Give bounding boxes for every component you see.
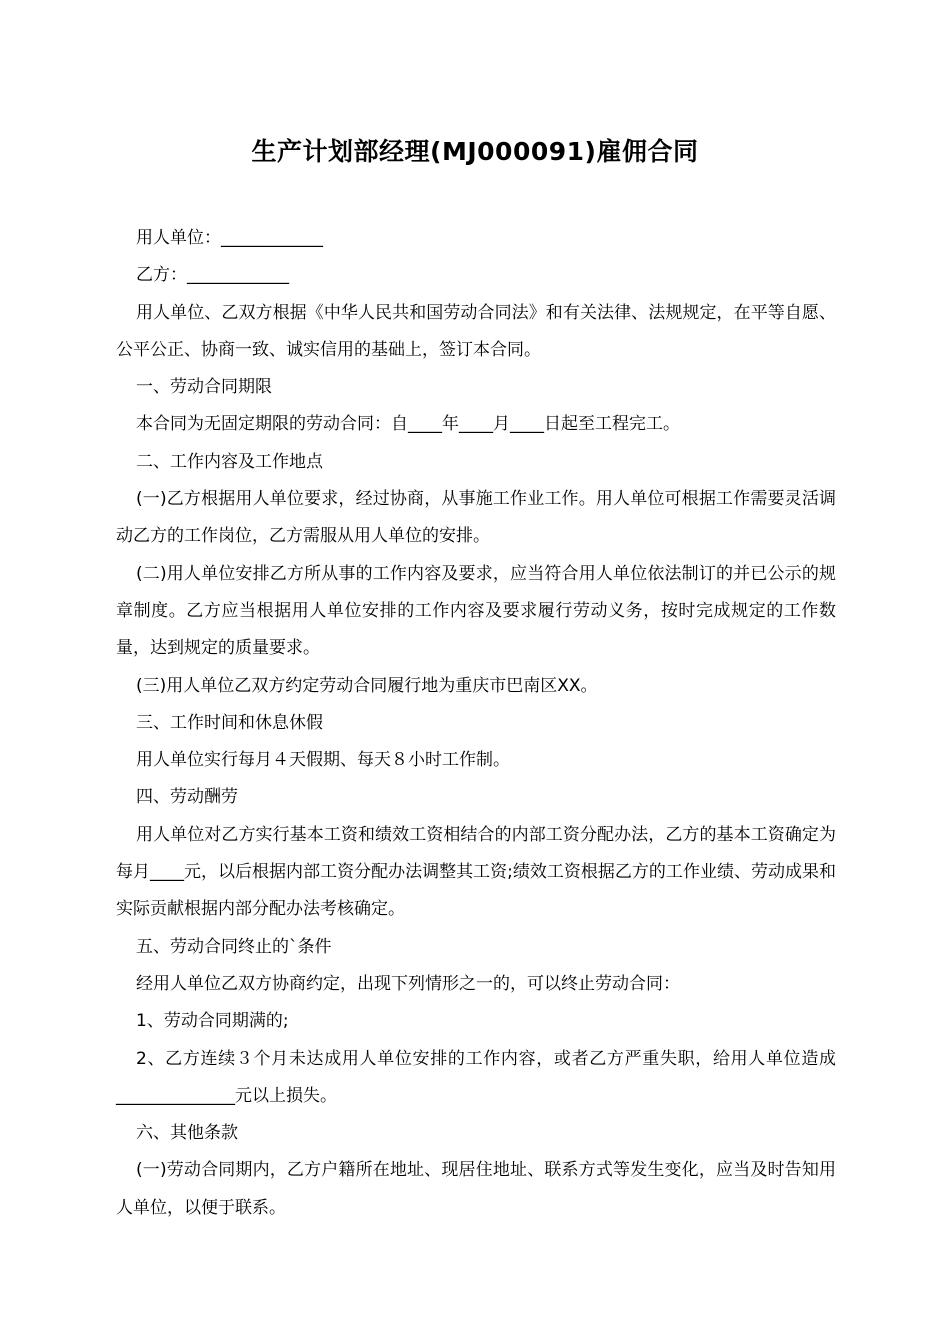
paragraph-work-content-1: (一)乙方根据用人单位要求，经过协商，从事施工作业工作。用人单位可根据工作需要灵活调动乙方的工作岗位，乙方需服从用人单位的安排。 [116,489,836,547]
paragraph-termination-item-2: 2、乙方连续３个月未达成用人单位安排的工作内容，或者乙方严重失职，给用人单位造成______________元以上损失。 [116,1048,836,1106]
heading-section-5: 五、劳动合同终止的`条件 [136,936,332,957]
heading-section-6: 六、其他条款 [136,1123,238,1144]
paragraph-other-terms-1: (一)劳动合同期内，乙方户籍所在地址、现居住地址、联系方式等发生变化，应当及时告知用人单位，以便于联系。 [116,1160,836,1218]
heading-section-3: 三、工作时间和休息休假 [136,712,323,733]
document-body [116,220,836,1227]
paragraph-termination-item-1: 1、劳动合同期满的; [136,1011,289,1032]
heading-section-4: 四、劳动酬劳 [136,787,238,808]
heading-section-1: 一、劳动合同期限 [136,377,272,398]
paragraph-work-location: (三)用人单位乙双方约定劳动合同履行地为重庆市巴南区XX。 [136,675,598,696]
paragraph-contract-term: 本合同为无固定期限的劳动合同：自____年____月____日起至工程完工。 [136,414,680,435]
paragraph-preamble: 用人单位、乙双方根据《中华人民共和国劳动合同法》和有关法律、法规规定，在平等自愿、公平公正、协商一致、诚实信用的基础上，签订本合同。 [116,302,836,360]
paragraph-work-hours: 用人单位实行每月４天假期、每天８小时工作制。 [136,750,510,771]
paragraph-termination-intro: 经用人单位乙双方协商约定，出现下列情形之一的，可以终止劳动合同： [136,973,680,994]
paragraph-party-b: 乙方：____________ [136,265,289,286]
paragraph-work-content-2: (二)用人单位安排乙方所从事的工作内容及要求，应当符合用人单位依法制订的并已公示的规章制度。乙方应当根据用人单位安排的工作内容及要求履行劳动义务，按时完成规定的工作数量，达到规定的质量要求。 [116,563,836,659]
paragraph-employer: 用人单位：____________ [136,228,323,248]
heading-section-2: 二、工作内容及工作地点 [136,451,323,472]
paragraph-remuneration: 用人单位对乙方实行基本工资和绩效工资相结合的内部工资分配办法，乙方的基本工资确定为每月____元，以后根据内部工资分配办法调整其工资;绩效工资根据乙方的工作业绩、劳动成果和实际贡献根据内部分配办法考核确定。 [116,824,836,920]
document-title: 生产计划部经理(MJ000091)雇佣合同 [251,137,699,166]
